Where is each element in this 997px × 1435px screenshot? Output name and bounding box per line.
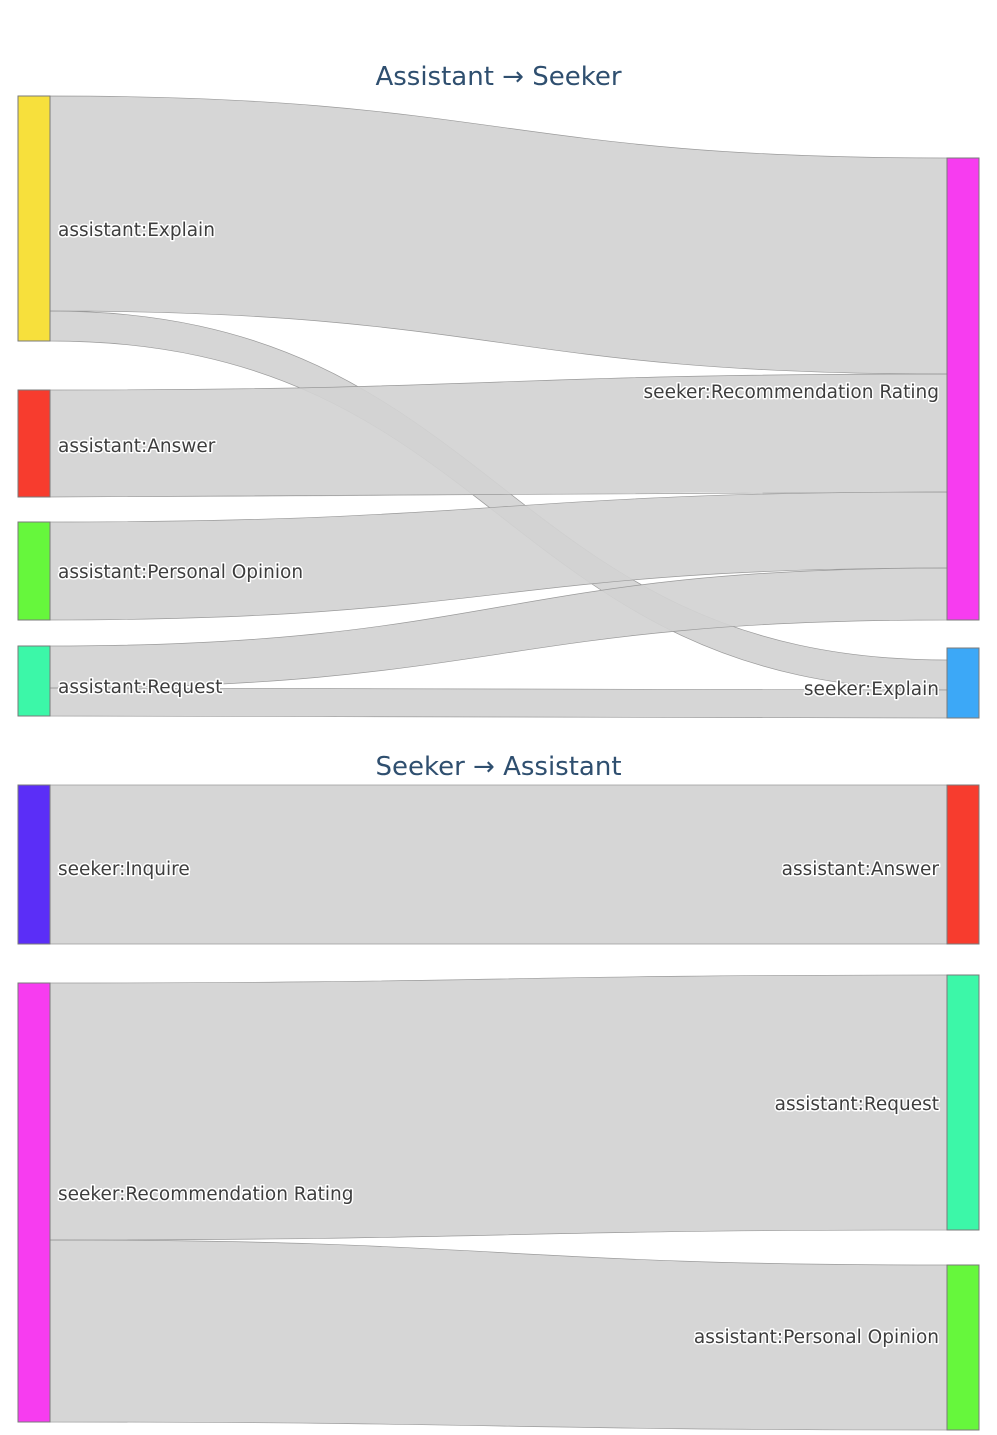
chart-title-top: Assistant → Seeker xyxy=(375,62,622,92)
node-seeker-recommendation-rating[interactable] xyxy=(947,158,979,620)
node-assistant-explain[interactable] xyxy=(18,96,50,341)
link-group-top xyxy=(50,96,947,718)
node-assistant-answer[interactable] xyxy=(18,390,50,497)
node-label-assistant-request: assistant:Request xyxy=(58,677,223,698)
node-label-assistant-answer: assistant:Answer xyxy=(781,859,939,880)
node-label-seeker-recommendation-rating: seeker:Recommendation Rating xyxy=(643,382,939,403)
node-label-seeker-explain: seeker:Explain xyxy=(803,679,939,700)
node-label-seeker-recommendation-rating: seeker:Recommendation Rating xyxy=(58,1184,354,1205)
node-seeker-explain[interactable] xyxy=(947,648,979,718)
node-label-assistant-personal-opinion: assistant:Personal Opinion xyxy=(58,562,304,583)
node-assistant-request[interactable] xyxy=(18,646,50,716)
node-assistant-request[interactable] xyxy=(947,975,979,1230)
sankey-panel-seeker-to-assistant xyxy=(0,740,997,1435)
node-label-assistant-explain: assistant:Explain xyxy=(58,220,215,241)
sankey-diagram-bottom xyxy=(0,740,997,1435)
chart-title-bottom: Seeker → Assistant xyxy=(375,752,622,782)
node-assistant-personal-opinion[interactable] xyxy=(947,1265,979,1430)
node-seeker-inquire[interactable] xyxy=(18,785,50,944)
node-assistant-personal-opinion[interactable] xyxy=(18,522,50,620)
node-label-assistant-request: assistant:Request xyxy=(774,1094,939,1115)
node-label-seeker-inquire: seeker:Inquire xyxy=(58,859,190,880)
node-seeker-recommendation-rating[interactable] xyxy=(18,983,50,1422)
node-label-assistant-answer: assistant:Answer xyxy=(58,436,216,457)
node-assistant-answer[interactable] xyxy=(947,785,979,944)
node-label-assistant-personal-opinion: assistant:Personal Opinion xyxy=(693,1327,939,1348)
